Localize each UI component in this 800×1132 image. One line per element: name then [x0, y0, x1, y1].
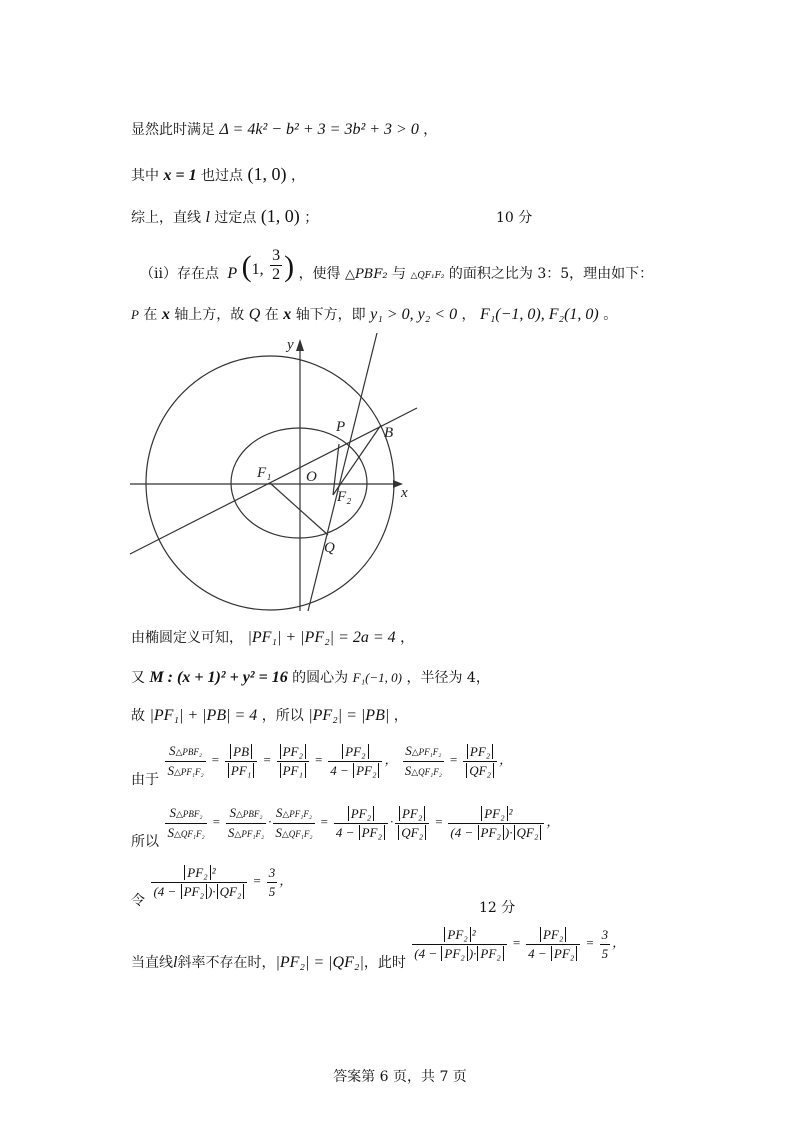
three-halves [270, 247, 282, 284]
punct: ， [423, 122, 438, 138]
line-f1-b [130, 408, 417, 554]
text: 在 [143, 307, 158, 323]
foci: F₁(−1, 0), F₂(1, 0) [479, 306, 599, 323]
label-o: O [306, 469, 317, 485]
y-axis-arrow [296, 339, 304, 351]
line-l [308, 333, 377, 611]
math: (1, 0) [247, 164, 287, 184]
line-p-above [131, 305, 617, 325]
text: 综上，直线 [131, 210, 201, 226]
text: 所以 [131, 834, 159, 851]
label-f1: F₁ [257, 465, 272, 481]
text: ，半径为 4， [406, 670, 490, 686]
math: |PF₁| + |PB| = 4 [149, 707, 258, 724]
line-part-ii [140, 243, 653, 287]
text: 在 [264, 307, 279, 323]
text: ，使得 [298, 265, 341, 282]
ratio-product: $\frac{\text{S△PBF₂}}{\text{S△QF₁F₂}}$ = $\frac{\text{S△PBF₂}}{\text{S△PF₁F₂}}$ · $\frac{\text{S△PF₁F₂}}{\text{S△QF₁F₂}}$ = $\frac{\text{PF₂}}{\text{4 − PF₂}}$ · $\frac{\text{PF₂}}{\text{QF₂}}$ = $\frac{\text{PF₂ ²}}{\text{(4 − PF₂ )· QF₂}}$ ， [167, 805, 560, 840]
punct: ， [290, 168, 305, 184]
line-so-ratio [131, 804, 559, 854]
denominator: 2 [272, 266, 281, 283]
text: 由于 [131, 772, 159, 789]
point-q: Q [248, 306, 261, 323]
numerator: 3 [272, 247, 281, 264]
text: 的面积之比为 3：5，理由如下： [448, 265, 654, 282]
math: x [161, 306, 170, 323]
line-ellipse-def [131, 628, 414, 648]
line-delta [131, 120, 437, 140]
label-q: Q [324, 540, 335, 556]
triangle-pbf2: △PBF₂ [345, 266, 388, 282]
score-10: 10 分 [496, 210, 533, 226]
label-x: x [401, 485, 408, 501]
line-fixed-point [131, 206, 318, 228]
text: 又 [131, 670, 145, 686]
math: x [283, 306, 292, 323]
vertical-case-ratio: $\frac{\text{PF₂ ²}}{\text{(4 − PF₂ )· PF₂}}$ = $\frac{\text{PF₂}}{\text{4 − PF₂}}$ = $\frac{3}{5}$ ， [414, 927, 626, 961]
score-12: 12 分 [479, 900, 516, 916]
paren: ) [284, 249, 295, 283]
ellipse-circle-figure [125, 333, 425, 618]
text: 由椭圆定义可知， [131, 630, 243, 646]
circle-center: F₁(−1, 0) [352, 670, 403, 685]
line-vertical-case [131, 926, 625, 976]
point-p: P [131, 307, 139, 322]
ellipse-c [231, 428, 367, 538]
text: ，所以 [261, 708, 304, 724]
label-f2: F₂ [337, 489, 352, 505]
punct: ， [393, 708, 408, 724]
text: 令 [131, 893, 145, 910]
label-b: B [384, 425, 394, 441]
line-let [131, 864, 292, 914]
line-ratios [131, 742, 512, 792]
set-equal: $\frac{\text{PF₂ ²}}{\text{(4 − PF₂ )· QF₂}}$ = $\frac{3}{5}$ ， [153, 865, 293, 899]
punct: ， [400, 630, 415, 646]
math: (1, 0) [260, 206, 300, 226]
y-signs: y₁ > 0, y₂ < 0 [370, 306, 458, 323]
text: （ii）存在点 [140, 265, 219, 282]
math: |PF₂| = |PB| [308, 707, 390, 724]
math: x = 1 [163, 167, 197, 184]
math: l [205, 209, 210, 226]
text: 显然此时满足 [131, 122, 215, 138]
line-pb [131, 706, 408, 726]
text: 也过点 [201, 168, 244, 184]
text-group [131, 955, 410, 971]
label-y: y [287, 337, 294, 353]
paren: ( [241, 249, 252, 283]
punct: 。 [603, 307, 618, 323]
math: l [173, 954, 178, 972]
segment-f1-q [270, 483, 328, 535]
circle-equation: M : (x + 1)² + y² = 16 [149, 669, 288, 686]
sum-focal-distances: |PF₁| + |PF₂| = 2a = 4 [247, 629, 396, 646]
text: 故 [131, 708, 145, 724]
text: 其中 [131, 168, 159, 184]
text: 当直线 [131, 955, 173, 972]
one: 1, [251, 260, 264, 278]
text: 轴下方，即 [295, 307, 366, 323]
line-circle-m [131, 668, 490, 688]
punct: ， [461, 307, 476, 323]
line-x-equals-1 [131, 164, 305, 186]
punct: ； [304, 210, 319, 226]
label-p: P [336, 419, 346, 435]
point-p: P [227, 264, 238, 282]
triangle-qf1f2: △QF₁F₂ [410, 270, 445, 281]
delta-inequality: Δ = 4k² − b² + 3 = 3b² + 3 > 0 [219, 121, 419, 138]
text: 与 [392, 265, 406, 282]
text: ，此时 [363, 955, 406, 972]
text: 过定点 [214, 210, 257, 226]
math: |PF₂| = |QF₂| [275, 954, 364, 972]
text: 的圆心为 [292, 670, 349, 686]
ratio-expr: $\frac{\text{S△PBF₂}}{\text{S△PF₁F₂}}$ = $\frac{PB}{\text{PF₁}}$ = $\frac{\text{PF₂}}{\text{PF₁}}$ = $\frac{\text{PF₂}}{\text{4 − PF₂}}$ ， $\frac{\text{S△PF₁F₂}}{\text{S△QF₁F₂}}$ = $\frac{\text{PF₂}}{\text{QF₂}}$ ， [167, 743, 513, 778]
page-footer: 答案第 6 页，共 7 页 [333, 1069, 467, 1085]
text: 斜率不存在时， [177, 955, 276, 972]
text: 轴上方，故 [174, 307, 245, 323]
